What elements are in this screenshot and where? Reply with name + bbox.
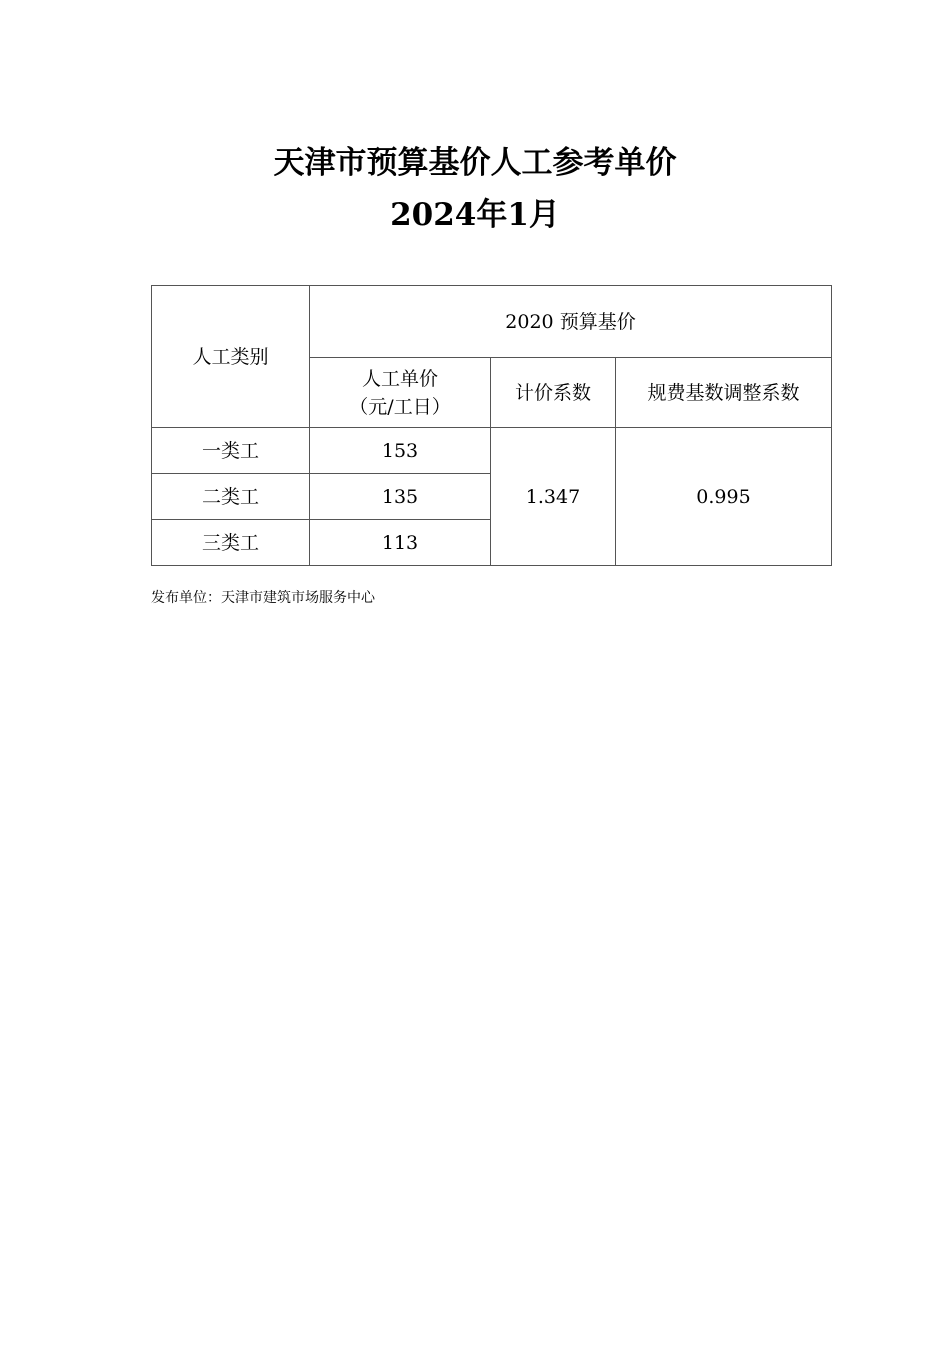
header-category: 人工类别	[152, 286, 310, 428]
header-group: 2020 预算基价	[310, 286, 832, 358]
fee-adjustment-coefficient-value: 0.995	[616, 428, 832, 566]
header-fee-adjustment-coefficient: 规费基数调整系数	[616, 358, 832, 428]
header-pricing-coefficient: 计价系数	[491, 358, 616, 428]
header-unit-price	[310, 358, 491, 428]
row-unit-price: 153	[310, 428, 491, 474]
row-category: 一类工	[152, 428, 310, 474]
row-category: 三类工	[152, 520, 310, 566]
table-header-row	[152, 286, 832, 358]
table-row	[152, 428, 832, 474]
publisher-note: 发布单位：天津市建筑市场服务中心	[151, 590, 375, 606]
row-unit-price: 135	[310, 474, 491, 520]
header-unit-price-unit: （元/工日）	[349, 395, 451, 418]
header-unit-price-label: 人工单价	[361, 367, 438, 390]
page-title: 天津市预算基价人工参考单价	[273, 145, 677, 181]
row-unit-price: 113	[310, 520, 491, 566]
pricing-coefficient-value: 1.347	[491, 428, 616, 566]
labor-price-table	[151, 285, 832, 566]
page-subtitle-date: 2024年1月	[390, 197, 560, 233]
row-category: 二类工	[152, 474, 310, 520]
